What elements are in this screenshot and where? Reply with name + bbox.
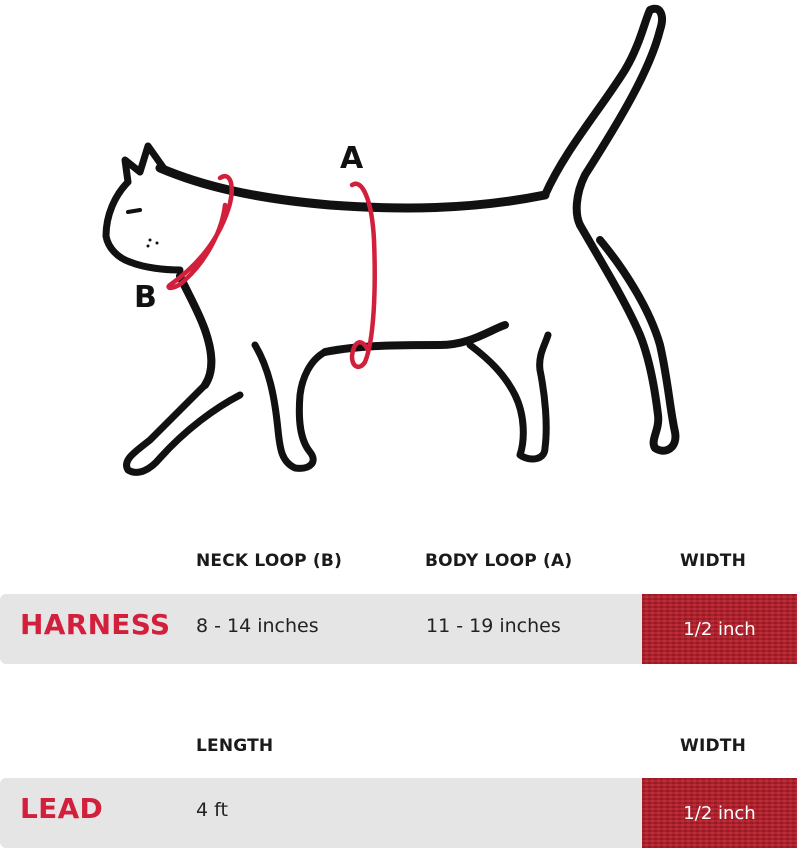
cat-eye <box>128 210 140 212</box>
cat-front-leg-forward <box>127 385 240 472</box>
cat-tail <box>545 9 662 225</box>
header-length: LENGTH <box>196 736 274 756</box>
harness-body-loop-value: 11 - 19 inches <box>426 615 561 637</box>
lead-row <box>0 778 797 848</box>
header-neck-loop-letter: B <box>320 551 335 571</box>
cat-hind-leg-back <box>470 335 548 459</box>
lead-width-swatch <box>642 778 797 848</box>
cat-whisker-dots <box>149 239 152 242</box>
header-lead-width: WIDTH <box>680 736 747 756</box>
lead-title: LEAD <box>20 792 104 825</box>
cat-chest <box>180 276 211 385</box>
harness-title: HARNESS <box>20 608 171 641</box>
harness-width-value: 1/2 inch <box>683 618 756 640</box>
label-a: A <box>340 141 364 176</box>
cat-head <box>106 146 180 270</box>
lead-length-value: 4 ft <box>196 799 228 821</box>
header-harness-width: WIDTH <box>680 551 747 571</box>
harness-neck-loop-value: 8 - 14 inches <box>196 615 319 637</box>
header-neck-loop: NECK LOOP (B) <box>196 551 343 571</box>
header-body-loop-letter: A <box>551 551 565 571</box>
cat-front-leg-back <box>255 345 325 468</box>
lead-width-value: 1/2 inch <box>683 802 756 824</box>
harness-width-swatch <box>642 594 797 664</box>
cat-outline <box>106 9 675 473</box>
header-body-loop: BODY LOOP (A) <box>425 551 573 571</box>
cat-hind-leg-front <box>580 225 675 451</box>
label-b: B <box>134 280 157 315</box>
harness-row <box>0 594 797 664</box>
